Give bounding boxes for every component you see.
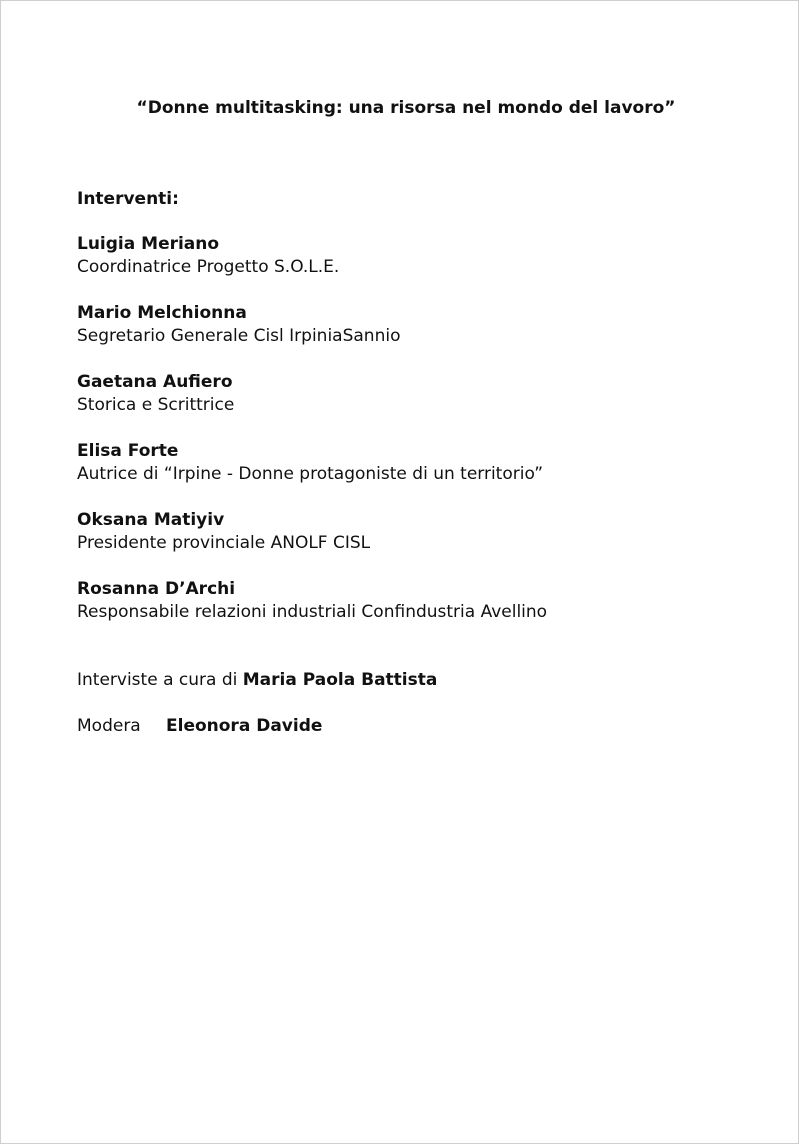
speaker-item: [77, 233, 757, 302]
speaker-item: [77, 440, 757, 509]
speaker-role: Autrice di “Irpine - Donne protagoniste di un territorio”: [77, 464, 544, 484]
speaker-name: Mario Melchionna: [77, 303, 247, 323]
interviewer-name: Maria Paola Battista: [242, 670, 438, 690]
interviews-line: [77, 668, 437, 692]
moderator-label: Modera: [77, 716, 141, 736]
speaker-name: Oksana Matiyiv: [77, 510, 225, 530]
speaker-role: Segretario Generale Cisl IrpiniaSannio: [77, 326, 401, 346]
speaker-role: Coordinatrice Progetto S.O.L.E.: [77, 257, 340, 277]
speaker-name: Elisa Forte: [77, 441, 179, 461]
speaker-role: Presidente provinciale ANOLF CISL: [77, 533, 371, 553]
speaker-role: Responsabile relazioni industriali Confindustria Avellino: [77, 602, 548, 622]
moderator-name: Eleonora Davide: [166, 716, 323, 736]
speaker-name: Gaetana Aufiero: [77, 372, 233, 392]
speaker-item: [77, 509, 757, 578]
document-title: “Donne multitasking: una risorsa nel mondo del lavoro”: [136, 98, 676, 118]
speaker-item: [77, 578, 757, 647]
moderator-line: [77, 714, 322, 738]
speaker-item: [77, 302, 757, 371]
speakers-list: [77, 233, 757, 647]
speaker-name: Rosanna D’Archi: [77, 579, 236, 599]
speaker-role: Storica e Scrittrice: [77, 395, 235, 415]
speaker-item: [77, 371, 757, 440]
section-label-interventi: Interventi:: [77, 189, 179, 209]
interviews-prefix: Interviste a cura di: [77, 670, 238, 690]
speaker-name: Luigia Meriano: [77, 234, 220, 254]
